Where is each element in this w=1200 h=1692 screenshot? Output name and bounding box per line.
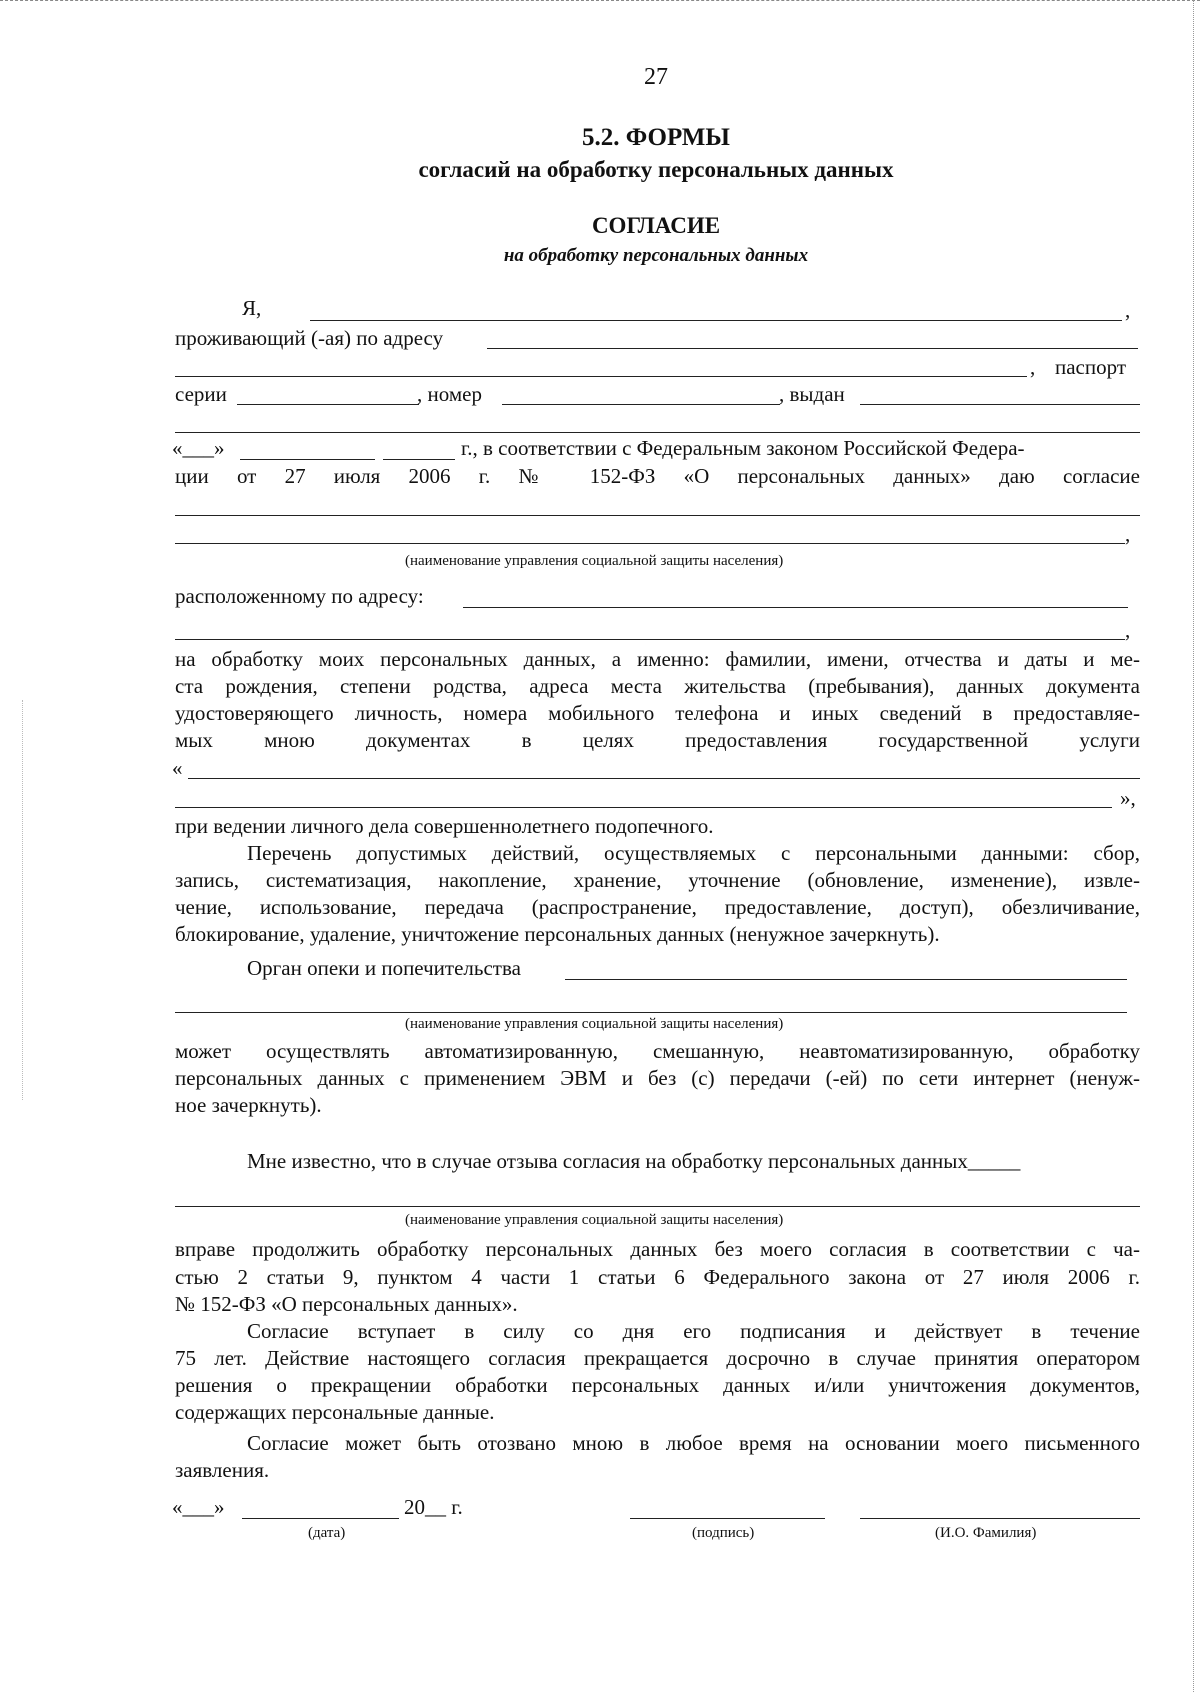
form-title: СОГЛАСИЕ (591, 213, 721, 238)
service-open-quote: « (172, 756, 183, 780)
section-title: 5.2. ФОРМЫ (582, 124, 730, 151)
para4-line: стью 2 статьи 9, пунктом 4 части 1 статьи 6 Федерального закона от 27 июля 2006 г. (175, 1265, 1140, 1289)
form-subtitle: на обработку персональных данных (503, 245, 809, 266)
agency-address-field[interactable] (463, 607, 1128, 608)
agency-field[interactable] (175, 515, 1140, 516)
signature-caption: (подпись) (692, 1525, 755, 1541)
para1-line: мых мною документах в целях предоставления государственной услуги (175, 728, 1140, 752)
para1-line: ста рождения, степени родства, адреса места жительства (пребывания), данных документа (175, 674, 1140, 698)
revoke-agency-field[interactable] (175, 1206, 1140, 1207)
issued-label: , выдан (779, 382, 845, 406)
comma: , (1125, 618, 1131, 642)
para6-line: Согласие может быть отозвано мною в любое время на основании моего письменного (247, 1431, 1140, 1455)
law-line-2: ции от 27 июля 2006 г. № 152-ФЗ «О персональных данных» даю согласие (175, 464, 1140, 488)
signature-field[interactable] (630, 1518, 825, 1519)
date-caption: (дата) (308, 1525, 346, 1541)
sig-date-month-field[interactable] (242, 1518, 399, 1519)
agency-caption: (наименование управления социальной защиты населения) (405, 1016, 784, 1032)
revoke-known: Мне известно, что в случае отзыва согласия на обработку персональных данных_____ (247, 1149, 1021, 1173)
service-close-quote: », (1120, 786, 1136, 810)
sig-date-day[interactable]: «___» (172, 1495, 225, 1519)
para3-line: ное зачеркнуть). (175, 1093, 322, 1117)
comma: , (1030, 355, 1036, 379)
page-number: 27 (644, 64, 668, 90)
section-subtitle: согласий на обработку персональных данных (418, 157, 894, 182)
para4-line: № 152-ФЗ «О персональных данных». (175, 1292, 518, 1316)
full-name-field[interactable] (310, 320, 1122, 321)
para5-line: решения о прекращении обработки персональных данных и/или уничтожения документов, (175, 1373, 1140, 1397)
address-field-2[interactable] (175, 376, 1027, 377)
guardianship-field[interactable] (565, 979, 1127, 980)
series-field[interactable] (237, 404, 419, 405)
date-year-field[interactable] (383, 459, 455, 460)
comma: , (1125, 522, 1131, 546)
comma: , (1125, 298, 1131, 322)
para3-line: персональных данных с применением ЭВМ и без (с) передачи (-ей) по сети интернет (ненуж- (175, 1066, 1140, 1090)
para2-line: чение, использование, передача (распространение, предоставление, доступ), обезличивание, (175, 895, 1140, 919)
address-label: проживающий (-ая) по адресу (175, 326, 444, 350)
para1-line: на обработку моих персональных данных, а именно: фамилии, имени, отчества и даты и ме- (175, 647, 1140, 671)
guardianship-field-2[interactable] (175, 1012, 1127, 1013)
service-name-field[interactable] (188, 778, 1140, 779)
passport-label: паспорт (1055, 355, 1127, 379)
located-label: расположенному по адресу: (175, 584, 424, 608)
para5-line: 75 лет. Действие настоящего согласия прекращается досрочно в случае принятия оператором (175, 1346, 1140, 1370)
issued-by-field-2[interactable] (175, 432, 1140, 433)
para4-line: вправе продолжить обработку персональных данных без моего согласия в соответствии с ча- (175, 1237, 1140, 1261)
para6-line: заявления. (175, 1458, 270, 1482)
para1-line: удостоверяющего личность, номера мобильного телефона и иных сведений в предоставляе- (175, 701, 1140, 725)
law-line-1: г., в соответствии с Федеральным законом Российской Федера- (461, 436, 1025, 460)
full-name-sig-field[interactable] (860, 1518, 1140, 1519)
para5-line: Согласие вступает в силу со дня его подписания и действует в течение (247, 1319, 1140, 1343)
scan-edge-top (0, 0, 1200, 1)
date-month-field[interactable] (240, 459, 375, 460)
number-label: , номер (417, 382, 482, 406)
para3-line: может осуществлять автоматизированную, смешанную, неавтоматизированную, обработку (175, 1039, 1140, 1063)
number-field[interactable] (502, 404, 780, 405)
sig-year: 20__ г. (404, 1495, 463, 1519)
address-field[interactable] (487, 348, 1138, 349)
agency-address-field-2[interactable] (175, 639, 1125, 640)
service-name-field-2[interactable] (175, 807, 1112, 808)
date-day[interactable]: «___» (172, 436, 225, 460)
series-label: серии (175, 382, 227, 406)
para2-line: запись, систематизация, накопление, хранение, уточнение (обновление, изменение), извле- (175, 868, 1140, 892)
issued-by-field[interactable] (860, 404, 1140, 405)
para5-line: содержащих персональные данные. (175, 1400, 495, 1424)
guardianship-label: Орган опеки и попечительства (247, 956, 521, 980)
ya-label: Я, (242, 296, 262, 320)
name-caption: (И.О. Фамилия) (935, 1525, 1037, 1541)
para2-line: Перечень допустимых действий, осуществляемых с персональными данными: сбор, (247, 841, 1140, 865)
agency-field-2[interactable] (175, 543, 1125, 544)
para2-line: блокирование, удаление, уничтожение персональных данных (ненужное зачеркнуть). (175, 922, 940, 946)
scan-edge-left (22, 700, 23, 1100)
agency-caption: (наименование управления социальной защиты населения) (405, 1212, 784, 1228)
agency-caption: (наименование управления социальной защиты населения) (405, 553, 784, 569)
guardian-line: при ведении личного дела совершеннолетнего подопечного. (175, 814, 714, 838)
